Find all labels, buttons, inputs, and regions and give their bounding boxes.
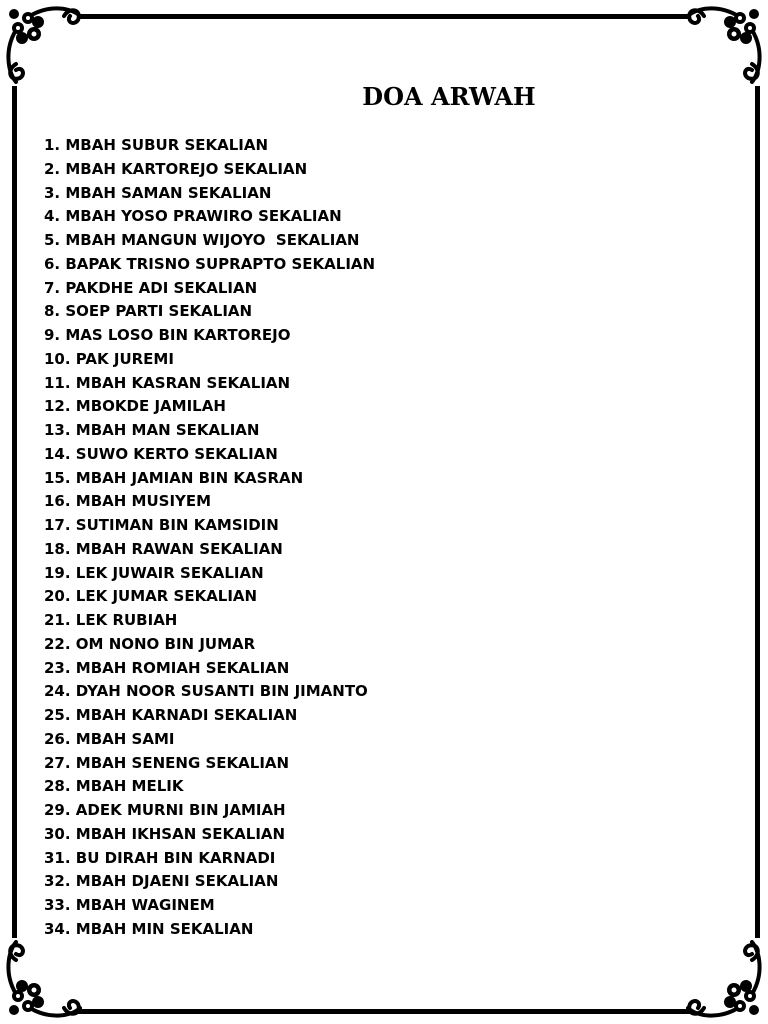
- list-item: 32. MBAH DJAENI SEKALIAN: [44, 872, 279, 891]
- list-item: 28. MBAH MELIK: [44, 777, 184, 796]
- floral-scroll-icon: [0, 0, 90, 90]
- list-item: 13. MBAH MAN SEKALIAN: [44, 421, 260, 439]
- list-item: 22. OM NONO BIN JUMAR: [44, 634, 256, 653]
- list-item: 24. DYAH NOOR SUSANTI BIN JIMANTO: [44, 682, 368, 701]
- list-item: 8. SOEP PARTI SEKALIAN: [44, 302, 253, 321]
- border-top: [78, 14, 690, 19]
- border-right: [755, 86, 760, 938]
- list-item: 26. MBAH SAMI: [44, 729, 175, 748]
- name-list: [44, 134, 664, 938]
- border-left: [12, 86, 17, 938]
- list-item: 25. MBAH KARNADI SEKALIAN: [44, 706, 298, 724]
- page-title: DOA ARWAH: [362, 82, 536, 111]
- list-item: 14. SUWO KERTO SEKALIAN: [44, 444, 278, 463]
- list-item: 29. ADEK MURNI BIN JAMIAH: [44, 801, 286, 819]
- list-item: 18. MBAH RAWAN SEKALIAN: [44, 539, 283, 558]
- list-item: 3. MBAH SAMAN SEKALIAN: [44, 183, 272, 202]
- list-item: 7. PAKDHE ADI SEKALIAN: [44, 278, 258, 297]
- list-item: 34. MBAH MIN SEKALIAN: [44, 919, 254, 938]
- list-item: 6. BAPAK TRISNO SUPRAPTO SEKALIAN: [44, 254, 376, 273]
- border-bottom: [78, 1009, 690, 1014]
- list-item: 1. MBAH SUBUR SEKALIAN: [44, 136, 269, 154]
- list-item: 20. LEK JUMAR SEKALIAN: [44, 587, 258, 606]
- corner-ornament-bottom-right: [678, 934, 768, 1024]
- floral-scroll-icon: [678, 0, 768, 90]
- list-item: 10. PAK JUREMI: [44, 349, 174, 368]
- floral-scroll-icon: [0, 934, 90, 1024]
- list-item: 16. MBAH MUSIYEM: [44, 492, 212, 511]
- list-item: 31. BU DIRAH BIN KARNADI: [44, 848, 276, 867]
- list-item: 21. LEK RUBIAH: [44, 611, 178, 629]
- floral-scroll-icon: [678, 934, 768, 1024]
- list-item: 23. MBAH ROMIAH SEKALIAN: [44, 658, 290, 677]
- corner-ornament-top-left: [0, 0, 90, 90]
- corner-ornament-bottom-left: [0, 934, 90, 1024]
- list-item: 19. LEK JUWAIR SEKALIAN: [44, 563, 264, 582]
- list-item: 5. MBAH MANGUN WIJOYO SEKALIAN: [44, 231, 360, 249]
- list-item: 12. MBOKDE JAMILAH: [44, 397, 226, 416]
- list-item: 4. MBAH YOSO PRAWIRO SEKALIAN: [44, 207, 342, 226]
- list-item: 9. MAS LOSO BIN KARTOREJO: [44, 326, 291, 344]
- list-item: 33. MBAH WAGINEM: [44, 896, 215, 914]
- list-item: 17. SUTIMAN BIN KAMSIDIN: [44, 516, 279, 534]
- list-item: 11. MBAH KASRAN SEKALIAN: [44, 373, 291, 392]
- list-item: 15. MBAH JAMIAN BIN KASRAN: [44, 468, 304, 487]
- corner-ornament-top-right: [678, 0, 768, 90]
- list-item: 27. MBAH SENENG SEKALIAN: [44, 753, 290, 772]
- list-item: 2. MBAH KARTOREJO SEKALIAN: [44, 159, 308, 178]
- list-item: 30. MBAH IKHSAN SEKALIAN: [44, 824, 286, 843]
